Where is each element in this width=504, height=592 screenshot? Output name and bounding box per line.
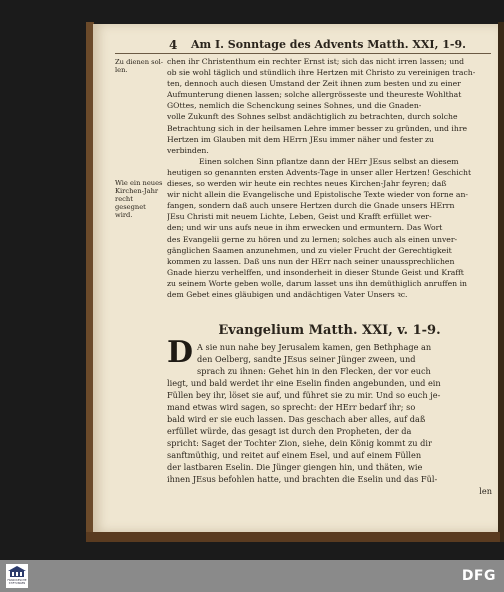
text-line: A sie nun nahe bey Jerusalem kamen, gen Bethphage an xyxy=(197,342,432,352)
text-line: den Oelberg, sandte JEsus seiner Jünger zween, und xyxy=(197,354,416,364)
text-line: erfüllet würde, das gesagt ist durch den Propheten, der da xyxy=(167,426,412,436)
sermon-body xyxy=(167,56,492,300)
text-line: der lastbaren Eselin. Die Jünger giengen hin, und thäten, wie xyxy=(167,462,423,472)
text-line: Füllen bey ihr, löset sie auf, und führet sie zu mir. Und so euch je- xyxy=(167,390,441,400)
book-bottom-edge xyxy=(86,532,500,542)
text-line: chen ihr Christenthum ein rechter Ernst ist; sich das nicht irren lassen; und xyxy=(167,57,465,66)
text-line: zu seinem Worte geben wolle, darum lasset uns ihn demüthiglich anruffen in xyxy=(167,278,467,288)
text-line: GOttes, nemlich die Schenckung seines Sohnes, und die Gnaden- xyxy=(167,101,422,111)
text-line: fangen, sondern daß auch unsere Hertzen durch die Gnade unsers HErrn xyxy=(167,201,455,211)
institution-logo[interactable] xyxy=(6,564,28,588)
gospel-heading: Evangelium Matth. XXI, v. 1-9. xyxy=(218,323,441,338)
gospel-text xyxy=(167,335,492,497)
book-page xyxy=(93,24,498,532)
text-line: mand etwas wird sagen, so sprecht: der HErr bedarf ihr; so xyxy=(167,402,416,412)
text-line: ten, dennoch auch diesen Umstand der Zeit ihnen zum besten und zu einer xyxy=(167,79,461,89)
margin-note: Wie ein neues Kirchen-Jahr recht gesegnet wird. xyxy=(115,179,163,219)
footer-bar xyxy=(0,560,504,592)
text-line: Gnade hierzu verhelffen, und insonderheit in dieser Stunde Geist und Krafft xyxy=(167,267,464,277)
text-line: Aufmunterung dienen lassen; solche allergrösseste und theureste Wohlthat xyxy=(167,90,462,100)
text-line: JEsu Christi mit neuem Lichte, Leben, Geist und Krafft erfüllet wer- xyxy=(167,212,432,222)
margin-note: Zu dienen sol- len. xyxy=(115,58,164,74)
catchword: len xyxy=(479,486,492,496)
text-line: liegt, und bald werdet ihr eine Eselin finden angebunden, und ein xyxy=(167,378,441,388)
dfg-logo[interactable]: DFG xyxy=(461,568,496,584)
text-line: Einen solchen Sinn pflantze dann der HErr JEsus selbst an diesem xyxy=(199,156,459,166)
text-line: dem Gebet eines gläubigen und andächtigen Vater Unsers ꝛc. xyxy=(167,289,408,299)
book-spine xyxy=(498,22,504,542)
text-line: sprach zu ihnen: Gehet hin in den Flecken, der vor euch xyxy=(197,366,431,376)
text-line: Betrachtung sich in der heilsamen Lehre immer besser zu gründen, und ihre xyxy=(167,123,468,133)
text-line: sanftmüthig, und reitet auf einem Esel, und auf einem Füllen xyxy=(167,450,422,460)
text-line: gänglichen Saamen anzunehmen, und zu vieler Frucht der Gerechtigkeit xyxy=(167,245,452,255)
drop-cap-initial: D xyxy=(167,335,194,370)
building-icon xyxy=(8,566,26,578)
page-number: 4 xyxy=(169,38,178,52)
text-line: Hertzen im Glauben mit dem HErrn JEsu immer näher und fester zu xyxy=(167,134,435,144)
header-rule xyxy=(115,53,491,54)
running-head: Am I. Sonntage des Advents Matth. XXI, 1-9. xyxy=(191,38,466,51)
logo-label: FRANCKESCHE STIFTUNGEN xyxy=(7,579,27,585)
text-line: verbinden. xyxy=(167,145,209,155)
text-line: spricht: Saget der Tochter Zion, siehe, dein König kommt zu dir xyxy=(167,438,432,448)
text-line: ihnen JEsus befohlen hatte, und brachten die Eselin und das Fül- xyxy=(167,474,438,484)
text-line: dieses, so werden wir heute ein rechtes neues Kirchen-Jahr feyren; daß xyxy=(167,179,447,189)
text-line: den; und wir uns aufs neue in ihm erwecken und ermuntern. Das Wort xyxy=(167,223,443,233)
text-line: wir nicht allein die Evangelische und Epistolische Texte wieder von forne an- xyxy=(167,190,469,200)
text-line: heutigen so genannten ersten Advents-Tage in unser aller Hertzen! Geschicht xyxy=(167,167,472,177)
text-line: des Evangelii gerne zu hören und zu lernen; solches auch als einen unver- xyxy=(167,234,458,244)
text-line: bald wird er sie euch lassen. Das geschach aber alles, auf daß xyxy=(167,414,426,424)
text-line: volle Zukunft des Sohnes selbst andächtiglich zu betrachten, durch solche xyxy=(167,112,458,122)
text-line: ob sie wohl täglich und stündlich ihre Hertzen mit Christo zu vereinigen trach- xyxy=(167,68,476,78)
text-line: kommen zu lassen. Daß uns nun der HErr nach seiner unaussprechlichen xyxy=(167,256,455,266)
